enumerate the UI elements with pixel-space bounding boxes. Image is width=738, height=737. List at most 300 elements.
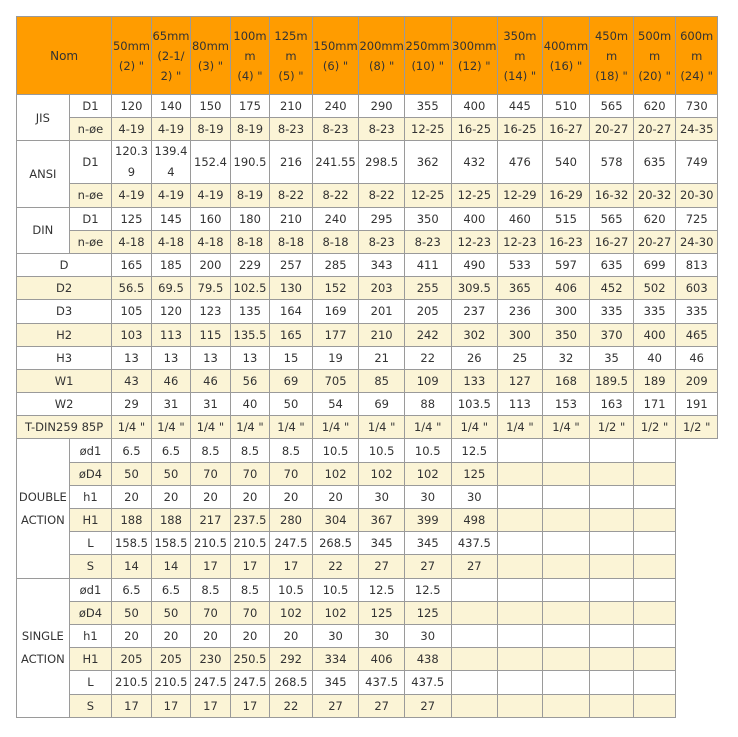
value-cell: 406 <box>543 277 591 300</box>
size-inch: (24) " <box>680 68 713 83</box>
value-cell: 8.5 <box>191 439 231 462</box>
value-cell: 490 <box>452 254 499 277</box>
value-cell: 400 <box>634 324 677 347</box>
value-cell: 180 <box>231 208 271 231</box>
size-inch: (12) " <box>458 58 491 73</box>
table-row <box>17 509 718 532</box>
value-cell: 635 <box>634 141 677 184</box>
value-cell: 102 <box>405 463 452 486</box>
value-cell: 510 <box>543 95 591 118</box>
row-label: W2 <box>17 393 112 416</box>
value-cell: 17 <box>112 695 152 718</box>
value-cell: 17 <box>270 555 313 578</box>
value-cell: 255 <box>405 277 452 300</box>
empty-cell <box>634 439 677 462</box>
size-inch: (6) " <box>322 58 349 73</box>
empty-cell <box>498 463 543 486</box>
value-cell: 123 <box>191 300 231 323</box>
value-cell: 102.5 <box>231 277 271 300</box>
table-row <box>17 416 718 439</box>
empty-cell <box>498 439 543 462</box>
value-cell: 4-19 <box>112 184 152 207</box>
value-cell: 169 <box>313 300 360 323</box>
value-cell: 8-23 <box>359 118 405 141</box>
value-cell: 30 <box>359 625 405 648</box>
value-cell: 8-23 <box>313 118 360 141</box>
value-cell: 12-23 <box>498 231 543 254</box>
value-cell: 27 <box>452 555 499 578</box>
value-cell: 20-27 <box>590 118 634 141</box>
table-row <box>17 300 718 323</box>
value-cell: 12.5 <box>359 579 405 602</box>
value-cell: 10.5 <box>405 439 452 462</box>
row-label: D2 <box>17 277 112 300</box>
empty-cell <box>498 509 543 532</box>
value-cell: 8-23 <box>270 118 313 141</box>
value-cell: 135 <box>231 300 271 323</box>
standard-label: JIS <box>17 95 70 141</box>
value-cell: 16-23 <box>543 231 591 254</box>
value-cell: 32 <box>543 347 591 370</box>
empty-cell <box>498 695 543 718</box>
table-row <box>17 439 718 462</box>
empty-cell <box>498 486 543 509</box>
value-cell: 22 <box>270 695 313 718</box>
value-cell: 12-29 <box>498 184 543 207</box>
value-cell: 247.5 <box>270 532 313 555</box>
table-row <box>17 671 718 694</box>
empty-cell <box>590 671 634 694</box>
value-cell: 445 <box>498 95 543 118</box>
row-label: S <box>70 555 113 578</box>
value-cell: 46 <box>191 370 231 393</box>
value-cell: 1/4 " <box>313 416 360 439</box>
value-cell: 40 <box>231 393 271 416</box>
value-cell: 125 <box>112 208 152 231</box>
value-cell: 240 <box>313 208 360 231</box>
size-inch: (8) " <box>369 58 395 73</box>
empty-cell <box>452 602 499 625</box>
value-cell: 158.5 <box>112 532 152 555</box>
value-cell: 8.5 <box>231 579 271 602</box>
value-cell: 120 <box>152 300 192 323</box>
value-cell: 205 <box>405 300 452 323</box>
value-cell: 153 <box>543 393 591 416</box>
value-cell: 102 <box>359 463 405 486</box>
value-cell: 247.5 <box>191 671 231 694</box>
value-cell: 216 <box>270 141 313 184</box>
value-cell: 10.5 <box>270 579 313 602</box>
value-cell: 432 <box>452 141 499 184</box>
value-cell: 1/4 " <box>405 416 452 439</box>
size-inch: (18) " <box>595 68 628 83</box>
value-cell: 102 <box>313 602 360 625</box>
value-cell: 188 <box>152 509 192 532</box>
size-mm: 50mm <box>112 38 150 53</box>
value-cell: 437.5 <box>405 671 452 694</box>
value-cell: 127 <box>498 370 543 393</box>
row-label: D3 <box>17 300 112 323</box>
value-cell: 8.5 <box>270 439 313 462</box>
value-cell: 813 <box>676 254 718 277</box>
empty-cell <box>590 648 634 671</box>
value-cell: 565 <box>590 95 634 118</box>
size-mm: 80mm <box>191 38 229 53</box>
value-cell: 6.5 <box>112 439 152 462</box>
value-cell: 210.5 <box>152 671 192 694</box>
table-row <box>17 141 718 184</box>
value-cell: 10.5 <box>313 579 360 602</box>
value-cell: 8-18 <box>313 231 360 254</box>
value-cell: 6.5 <box>112 579 152 602</box>
value-cell: 8-22 <box>359 184 405 207</box>
value-cell: 16-25 <box>498 118 543 141</box>
size-inch: (2) " <box>118 58 145 73</box>
value-cell: 730 <box>676 95 718 118</box>
value-cell: 21 <box>359 347 405 370</box>
empty-cell <box>590 463 634 486</box>
empty-cell <box>452 625 499 648</box>
empty-cell <box>543 695 591 718</box>
value-cell: 113 <box>152 324 192 347</box>
size-header-80mm <box>191 17 231 95</box>
value-cell: 46 <box>152 370 192 393</box>
value-cell: 30 <box>359 486 405 509</box>
empty-cell <box>634 695 677 718</box>
value-cell: 229 <box>231 254 271 277</box>
value-cell: 8-18 <box>270 231 313 254</box>
value-cell: 54 <box>313 393 360 416</box>
value-cell: 335 <box>634 300 677 323</box>
value-cell: 465 <box>676 324 718 347</box>
value-cell: 13 <box>112 347 152 370</box>
actuator-type-label: SINGLE ACTION <box>17 579 70 718</box>
value-cell: 31 <box>191 393 231 416</box>
value-cell: 113 <box>498 393 543 416</box>
value-cell: 12-25 <box>405 118 452 141</box>
value-cell: 8-22 <box>270 184 313 207</box>
value-cell: 350 <box>543 324 591 347</box>
value-cell: 20-30 <box>676 184 718 207</box>
value-cell: 502 <box>634 277 677 300</box>
value-cell: 105 <box>112 300 152 323</box>
value-cell: 20-32 <box>634 184 677 207</box>
value-cell: 16-25 <box>452 118 499 141</box>
empty-cell <box>498 532 543 555</box>
empty-cell <box>498 625 543 648</box>
value-cell: 242 <box>405 324 452 347</box>
value-cell: 597 <box>543 254 591 277</box>
value-cell: 1/4 " <box>452 416 499 439</box>
value-cell: 10.5 <box>313 439 360 462</box>
value-cell: 4-19 <box>152 184 192 207</box>
value-cell: 152.4 <box>191 141 231 184</box>
value-cell: 438 <box>405 648 452 671</box>
value-cell: 309.5 <box>452 277 499 300</box>
size-header-350mm <box>498 17 543 95</box>
value-cell: 191 <box>676 393 718 416</box>
value-cell: 210.5 <box>191 532 231 555</box>
value-cell: 365 <box>498 277 543 300</box>
row-label: H1 <box>70 509 113 532</box>
value-cell: 103 <box>112 324 152 347</box>
table-row <box>17 184 718 207</box>
value-cell: 25 <box>498 347 543 370</box>
value-cell: 452 <box>590 277 634 300</box>
row-label: H2 <box>17 324 112 347</box>
value-cell: 19 <box>313 347 360 370</box>
size-mm: 600mm <box>680 28 714 63</box>
value-cell: 411 <box>405 254 452 277</box>
value-cell: 300 <box>498 324 543 347</box>
value-cell: 160 <box>191 208 231 231</box>
row-label: n-øe <box>70 231 113 254</box>
value-cell: 230 <box>191 648 231 671</box>
size-inch: (10) " <box>411 58 444 73</box>
size-header-400mm <box>543 17 591 95</box>
value-cell: 350 <box>405 208 452 231</box>
nom-header: Nom <box>17 17 112 95</box>
value-cell: 705 <box>313 370 360 393</box>
table-row <box>17 347 718 370</box>
table-row <box>17 579 718 602</box>
value-cell: 120 <box>112 95 152 118</box>
value-cell: 13 <box>231 347 271 370</box>
value-cell: 30 <box>405 625 452 648</box>
value-cell: 1/4 " <box>270 416 313 439</box>
empty-cell <box>452 671 499 694</box>
empty-cell <box>498 579 543 602</box>
value-cell: 498 <box>452 509 499 532</box>
value-cell: 237 <box>452 300 499 323</box>
value-cell: 749 <box>676 141 718 184</box>
value-cell: 1/4 " <box>498 416 543 439</box>
value-cell: 17 <box>191 555 231 578</box>
value-cell: 16-32 <box>590 184 634 207</box>
value-cell: 22 <box>313 555 360 578</box>
value-cell: 125 <box>452 463 499 486</box>
empty-cell <box>590 625 634 648</box>
value-cell: 50 <box>112 463 152 486</box>
value-cell: 1/2 " <box>676 416 718 439</box>
table-row <box>17 254 718 277</box>
table-row <box>17 602 718 625</box>
empty-cell <box>543 509 591 532</box>
empty-cell <box>590 486 634 509</box>
value-cell: 27 <box>405 695 452 718</box>
size-mm: 400mm <box>543 38 589 53</box>
value-cell: 1/4 " <box>152 416 192 439</box>
value-cell: 175 <box>231 95 271 118</box>
value-cell: 565 <box>590 208 634 231</box>
table-row <box>17 118 718 141</box>
value-cell: 69.5 <box>152 277 192 300</box>
table-row <box>17 208 718 231</box>
size-mm: 450mm <box>594 28 629 63</box>
row-label: ød1 <box>70 579 113 602</box>
value-cell: 163 <box>590 393 634 416</box>
value-cell: 70 <box>231 463 271 486</box>
value-cell: 16-27 <box>543 118 591 141</box>
value-cell: 345 <box>313 671 360 694</box>
size-mm: 150mm <box>313 38 358 53</box>
table-header <box>17 17 718 95</box>
value-cell: 20 <box>152 625 192 648</box>
value-cell: 437.5 <box>359 671 405 694</box>
value-cell: 250.5 <box>231 648 271 671</box>
value-cell: 171 <box>634 393 677 416</box>
value-cell: 16-29 <box>543 184 591 207</box>
value-cell: 295 <box>359 208 405 231</box>
value-cell: 8-19 <box>231 118 271 141</box>
value-cell: 24-30 <box>676 231 718 254</box>
value-cell: 1/2 " <box>634 416 677 439</box>
size-inch: (2-1/2) " <box>157 48 185 83</box>
value-cell: 8.5 <box>191 579 231 602</box>
value-cell: 237.5 <box>231 509 271 532</box>
value-cell: 35 <box>590 347 634 370</box>
empty-cell <box>452 579 499 602</box>
value-cell: 280 <box>270 509 313 532</box>
value-cell: 476 <box>498 141 543 184</box>
value-cell: 8-23 <box>359 231 405 254</box>
value-cell: 27 <box>405 555 452 578</box>
size-inch: (20) " <box>638 68 671 83</box>
row-label: W1 <box>17 370 112 393</box>
size-header-200mm <box>359 17 405 95</box>
value-cell: 14 <box>152 555 192 578</box>
value-cell: 24-35 <box>676 118 718 141</box>
size-mm: 65mm <box>152 28 190 43</box>
empty-cell <box>590 439 634 462</box>
empty-cell <box>498 648 543 671</box>
value-cell: 20 <box>191 625 231 648</box>
value-cell: 1/4 " <box>359 416 405 439</box>
value-cell: 210 <box>359 324 405 347</box>
value-cell: 4-19 <box>112 118 152 141</box>
empty-cell <box>498 602 543 625</box>
row-label: n-øe <box>70 118 113 141</box>
empty-cell <box>543 555 591 578</box>
value-cell: 4-19 <box>191 184 231 207</box>
value-cell: 15 <box>270 347 313 370</box>
value-cell: 56 <box>231 370 271 393</box>
value-cell: 4-18 <box>112 231 152 254</box>
value-cell: 130 <box>270 277 313 300</box>
value-cell: 16-27 <box>590 231 634 254</box>
value-cell: 12-23 <box>452 231 499 254</box>
value-cell: 533 <box>498 254 543 277</box>
value-cell: 140 <box>152 95 192 118</box>
size-inch: (5) " <box>278 68 304 83</box>
value-cell: 135.5 <box>231 324 271 347</box>
value-cell: 292 <box>270 648 313 671</box>
value-cell: 69 <box>270 370 313 393</box>
value-cell: 120.39 <box>112 141 152 184</box>
value-cell: 4-19 <box>152 118 192 141</box>
value-cell: 125 <box>359 602 405 625</box>
row-label: H3 <box>17 347 112 370</box>
empty-cell <box>634 579 677 602</box>
table-row <box>17 231 718 254</box>
value-cell: 304 <box>313 509 360 532</box>
row-label: L <box>70 532 113 555</box>
value-cell: 210 <box>270 208 313 231</box>
size-inch: (4) " <box>237 68 263 83</box>
spec-table-container <box>16 16 718 718</box>
empty-cell <box>634 509 677 532</box>
value-cell: 185 <box>152 254 192 277</box>
empty-cell <box>543 648 591 671</box>
row-label: h1 <box>70 625 113 648</box>
value-cell: 50 <box>112 602 152 625</box>
size-header-100mm <box>231 17 271 95</box>
value-cell: 268.5 <box>313 532 360 555</box>
empty-cell <box>634 555 677 578</box>
value-cell: 190.5 <box>231 141 271 184</box>
value-cell: 205 <box>112 648 152 671</box>
value-cell: 70 <box>231 602 271 625</box>
value-cell: 210.5 <box>112 671 152 694</box>
value-cell: 17 <box>231 555 271 578</box>
row-label: D <box>17 254 112 277</box>
value-cell: 201 <box>359 300 405 323</box>
empty-cell <box>498 671 543 694</box>
value-cell: 298.5 <box>359 141 405 184</box>
empty-cell <box>543 532 591 555</box>
value-cell: 343 <box>359 254 405 277</box>
empty-cell <box>590 532 634 555</box>
value-cell: 70 <box>270 463 313 486</box>
value-cell: 20 <box>270 486 313 509</box>
value-cell: 88 <box>405 393 452 416</box>
value-cell: 8-23 <box>405 231 452 254</box>
size-header-250mm <box>405 17 452 95</box>
table-row <box>17 95 718 118</box>
value-cell: 145 <box>152 208 192 231</box>
table-row <box>17 532 718 555</box>
value-cell: 209 <box>676 370 718 393</box>
value-cell: 30 <box>313 625 360 648</box>
size-header-150mm <box>313 17 360 95</box>
value-cell: 236 <box>498 300 543 323</box>
value-cell: 50 <box>152 463 192 486</box>
value-cell: 20 <box>152 486 192 509</box>
row-label: D1 <box>70 95 113 118</box>
value-cell: 70 <box>191 602 231 625</box>
size-mm: 500mm <box>638 28 672 63</box>
value-cell: 241.55 <box>313 141 360 184</box>
value-cell: 43 <box>112 370 152 393</box>
value-cell: 203 <box>359 277 405 300</box>
value-cell: 14 <box>112 555 152 578</box>
value-cell: 12.5 <box>405 579 452 602</box>
size-mm: 200mm <box>359 38 404 53</box>
size-mm: 100mm <box>233 28 267 63</box>
value-cell: 217 <box>191 509 231 532</box>
value-cell: 158.5 <box>152 532 192 555</box>
table-row <box>17 648 718 671</box>
value-cell: 335 <box>590 300 634 323</box>
row-label: h1 <box>70 486 113 509</box>
value-cell: 12.5 <box>452 439 499 462</box>
value-cell: 200 <box>191 254 231 277</box>
value-cell: 1/4 " <box>231 416 271 439</box>
empty-cell <box>543 486 591 509</box>
value-cell: 27 <box>359 555 405 578</box>
value-cell: 79.5 <box>191 277 231 300</box>
value-cell: 165 <box>270 324 313 347</box>
